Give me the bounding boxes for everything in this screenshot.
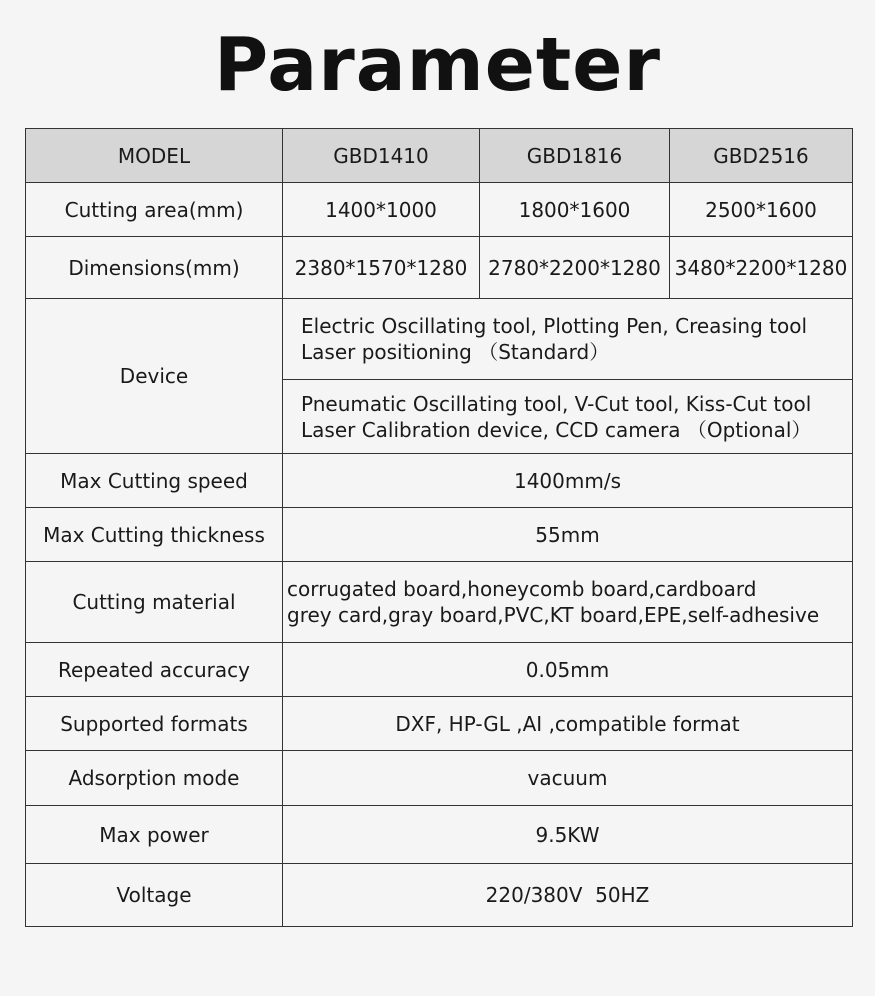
row-label-cutting-material: Cutting material [26, 562, 283, 643]
cell-value: 3480*2200*1280 [670, 237, 853, 299]
material-line: corrugated board,honeycomb board,cardboard [287, 577, 757, 601]
cell-value: DXF, HP-GL ,AI ,compatible format [283, 697, 853, 751]
cell-value: 2500*1600 [670, 183, 853, 237]
table-row [26, 643, 853, 697]
device-standard-cell [283, 299, 853, 380]
row-label-max-thickness: Max Cutting thickness [26, 508, 283, 562]
device-optional-line: Pneumatic Oscillating tool, V-Cut tool, Kiss-Cut tool [301, 391, 812, 416]
cell-value: 1400*1000 [283, 183, 480, 237]
device-standard-line: Electric Oscillating tool, Plotting Pen, Creasing tool [301, 314, 808, 338]
table-row [26, 806, 853, 864]
table-row [26, 454, 853, 508]
table-row [26, 183, 853, 237]
cell-value: 2380*1570*1280 [283, 237, 480, 299]
device-optional-cell [283, 380, 853, 454]
row-label-formats: Supported formats [26, 697, 283, 751]
table-row [26, 864, 853, 927]
parameter-table [25, 128, 853, 927]
row-label-voltage: Voltage [26, 864, 283, 927]
header-gbd1816: GBD1816 [480, 129, 670, 183]
cell-value: 9.5KW [283, 806, 853, 864]
device-optional-line: Laser Calibration device, CCD camera （Optional） [301, 417, 812, 442]
cell-value: 2780*2200*1280 [480, 237, 670, 299]
row-label-max-power: Max power [26, 806, 283, 864]
header-model: MODEL [26, 129, 283, 183]
material-line: grey card,gray board,PVC,KT board,EPE,self-adhesive [287, 603, 820, 627]
table-row [26, 508, 853, 562]
row-label-dimensions: Dimensions(mm) [26, 237, 283, 299]
cell-value: 1800*1600 [480, 183, 670, 237]
row-label-max-speed: Max Cutting speed [26, 454, 283, 508]
table-row [26, 562, 853, 643]
header-gbd2516: GBD2516 [670, 129, 853, 183]
cell-value: 55mm [283, 508, 853, 562]
table-row [26, 237, 853, 299]
cell-value: 220/380V 50HZ [283, 864, 853, 927]
table-row [26, 299, 853, 380]
table-header-row [26, 129, 853, 183]
cell-value: 0.05mm [283, 643, 853, 697]
cell-value: vacuum [283, 751, 853, 806]
page-title: Parameter [214, 22, 661, 108]
cell-value: 1400mm/s [283, 454, 853, 508]
row-label-accuracy: Repeated accuracy [26, 643, 283, 697]
table-row [26, 751, 853, 806]
device-standard-line: Laser positioning （Standard） [301, 340, 610, 364]
cutting-material-cell [283, 562, 853, 643]
row-label-adsorption: Adsorption mode [26, 751, 283, 806]
row-label-cutting-area: Cutting area(mm) [26, 183, 283, 237]
header-gbd1410: GBD1410 [283, 129, 480, 183]
row-label-device: Device [26, 299, 283, 454]
table-row [26, 697, 853, 751]
